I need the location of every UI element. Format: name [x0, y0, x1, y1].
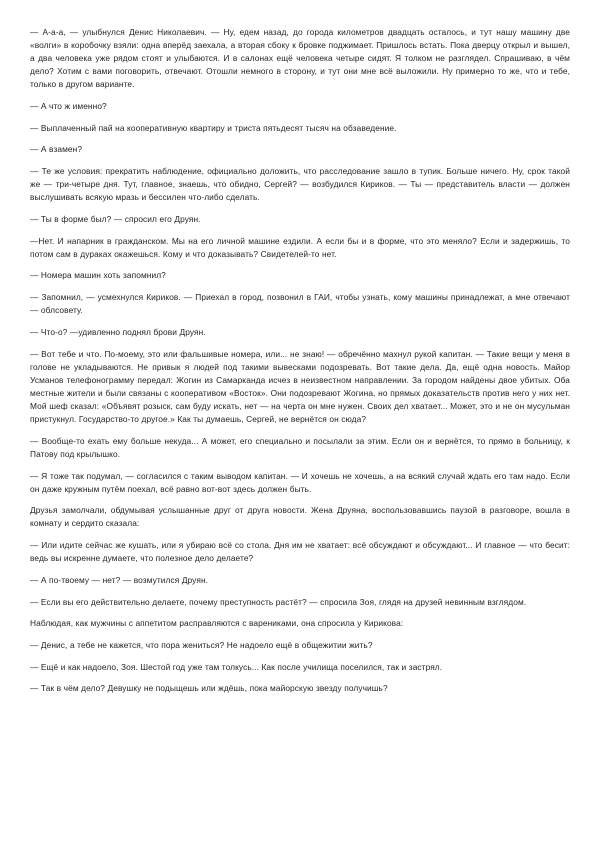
paragraph: — А что ж именно?	[30, 101, 107, 112]
paragraph: —Нет. И напарник в гражданском. Мы на его личной машине ездили. А если бы и в форме, что это меняло? Если и задержишь, то потом сам в дураках окажешься. Кому и что доказывать? Свидетелей-то нет.	[30, 235, 570, 259]
paragraph: — Ещё и как надоело, Зоя. Шестой год уже там толкусь... Как после училища поселился, так и застрял.	[30, 661, 443, 672]
paragraph: — Ты в форме был? — спросил его Друян.	[30, 214, 201, 224]
paragraph: — Если вы его действительно делаете, почему преступность растёт? — спросила Зоя, глядя на друзей невинным взглядом.	[30, 596, 527, 607]
paragraph: — Те же условия: прекратить наблюдение, официально доложить, что расследование зашло в тупик. Больше ничего. Ну, срок такой же — три-четыре дня. Тут, главное, знаешь, что обидно, Сергей? — возбудился Кириков. — Ты — представитель власти — должен выслушивать всякую мразь и бессилен что-либо сделать.	[30, 166, 570, 203]
paragraph: — А взамен?	[30, 144, 83, 155]
paragraph: — Выплаченный пай на кооперативную квартиру и триста пятьдесят тысяч на обзаведение.	[30, 122, 397, 133]
paragraph: — Я тоже так подумал, — согласился с таким выводом капитан. — И хочешь не хочешь, а на всякий случай ждать его там надо. Если он даже кружным путём поехал, всё равно вот-вот здесь должен быть.	[30, 470, 570, 494]
paragraph: — А по-твоему — нет? — возмутился Друян.	[30, 574, 209, 585]
paragraph: — Или идите сейчас же кушать, или я убираю всё со стола. Дня им не хватает: всё обсуждают и обсуждают... И главное — что бесит: ведь вы искренне думаете, что полезное дело делаете?	[30, 540, 570, 564]
paragraph: — Запомнил, — усмехнулся Кириков. — Приехал в город, позвонил в ГАИ, чтобы узнать, кому машины принадлежат, а мне отвечают — облсовету.	[30, 292, 570, 316]
document-text-body	[30, 26, 570, 695]
paragraph: — Что-о? —удивленно поднял брови Друян.	[30, 326, 206, 337]
paragraph: — Номера машин хоть запомнил?	[30, 270, 166, 281]
paragraph: Друзья замолчали, обдумывая услышанные друг от друга новости. Жена Друяна, воспользовавшись паузой в разговоре, вошла в комнату и сердито сказала:	[30, 505, 570, 529]
paragraph: — Вообще-то ехать ему больше некуда... А может, его специально и посылали за этим. Если он и вернётся, то прямо в больницу, к Патову под крылышко.	[30, 435, 570, 459]
paragraph: Наблюдая, как мужчины с аппетитом расправляются с варениками, она спросила у Кирикова:	[30, 618, 404, 629]
paragraph: — А-а-а, — улыбнулся Денис Николаевич. — Ну, едем назад, до города километров двадцать осталось, и тут нашу машину две «волги» в коробочку взяли: одна вперёд заехала, а вторая сбоку к бровке поджимает. Пришлось встать. Пока дверцу открыл и вышел, а два человека уже рядом стоят и улыбаются. И в салонах ещё человека четыре сидят. Я толком не разглядел. Спрашиваю, в чём дело? Хотим с вами поговорить, отвечают. Отошли немного в сторону, и тут они мне всё выложили. Ну примерно то же, что и тебе, только в другом варианте.	[30, 27, 570, 90]
paragraph: — Так в чём дело? Девушку не подыщешь или ждёшь, пока майорскую звезду получишь?	[30, 683, 388, 694]
paragraph: — Денис, а тебе не кажется, что пора жениться? Не надоело ещё в общежитии жить?	[30, 639, 373, 650]
paragraph: — Вот тебе и что. По-моему, это или фальшивые номера, или... не знаю! — обречённо махнул рукой капитан. — Такие вещи у меня в голове не укладываются. Не привык я людей под такими вывесками подозревать. Вот такие дела. Да, ещё одна новость. Майор Усманов телефонограмму передал: Жогин из Самарканда исчез в неизвестном направлении. За городом найдены двое убитых. Оба местные жители и были связаны с кооперативом «Восток». Они подозревают Жогина, но прямых доказательств против него у них нет. Мой шеф сказал: «Объявят розыск, сам буду искать, нет — на черта он мне нужен. Своих дел хватает... Может, это и не он мусульман пристукнул. Государство-то другое.» Как ты думаешь, Сергей, не вернётся он сюда?	[30, 348, 570, 425]
